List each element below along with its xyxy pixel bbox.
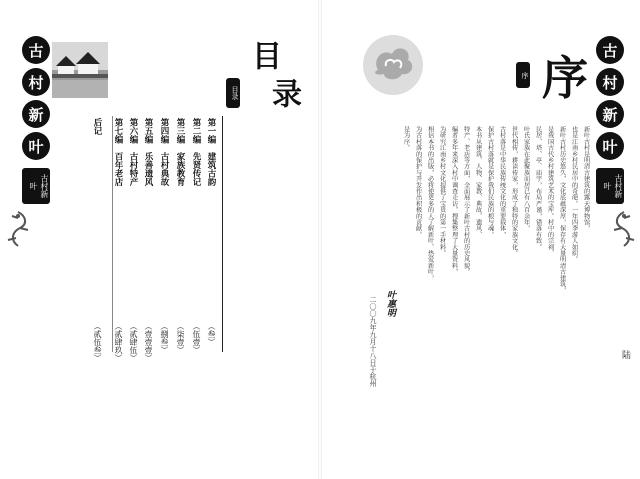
dragon-ornament-icon (610, 210, 638, 250)
toc-item-1[interactable]: 第一编 建筑古韵 (206, 118, 216, 186)
series-badge: 新 (596, 100, 624, 128)
preface-line: 是为序。 (402, 126, 410, 151)
preface-line: 为古村落的保护与开发作出积极的贡献。 (414, 126, 422, 238)
series-badge: 古 (22, 36, 50, 64)
toc-divider (222, 116, 223, 352)
preface-line: 叶氏家族在此聚族而居已有八百余年， (522, 126, 530, 232)
series-badge: 叶 (22, 132, 50, 160)
page-number: 陆 (622, 351, 632, 361)
preface-line: 相信本书的出版，必将使更多的人了解新叶、热爱新叶， (426, 126, 434, 281)
toc-item-8[interactable]: 后记 (92, 118, 102, 135)
toc-item-6[interactable]: 第六编 古村特产 (128, 118, 138, 186)
series-badge: 村 (22, 68, 50, 96)
preface-line: 编者多年来深入村中调查走访，搜集整理了大量资料， (450, 126, 458, 275)
series-badge: 村 (596, 68, 624, 96)
preface-line: 世代相传，耕读传家，形成了独特的家族文化。 (510, 126, 518, 257)
preface-line: 特产、老店等方面，全面展示了新叶古村的历史风貌。 (462, 126, 470, 275)
auspicious-cloud-icon (358, 30, 428, 100)
author-signature: 叶惠明 (385, 290, 395, 317)
toc-item-2[interactable]: 第二编 先贤传记 (191, 118, 201, 186)
toc-item-3[interactable]: 第三编 家族教育 (175, 118, 185, 186)
page-title-char: 目 (246, 40, 281, 70)
title-tag: 序 (516, 62, 530, 88)
toc-page-3: （柒壹） (176, 322, 185, 354)
preface-line: 民居、塔、亭、庙宇，布局严谨，错落有致。 (534, 126, 542, 250)
toc-page-7: （贰肆玖） (114, 322, 123, 362)
series-badge: 古 (596, 36, 624, 64)
village-landscape-image (52, 42, 108, 98)
preface-line: 本书从建筑、人物、家教、典故、遗风、 (474, 126, 482, 238)
dragon-ornament-icon (4, 210, 32, 250)
series-badge: 叶 (596, 132, 624, 160)
page-title: 序 (542, 51, 588, 105)
toc-page-1: （叁） (207, 322, 216, 346)
toc-item-7[interactable]: 第七编 百年老店 (113, 118, 123, 186)
right-page (320, 0, 640, 479)
preface-date: 二〇〇九年九月十八日于杭州 (369, 296, 377, 387)
preface-line: 是我国古代乡村建筑艺术的宝库。村中的宗祠、 (546, 126, 554, 257)
page-title-char: 录 (266, 78, 301, 108)
toc-page-8: （贰伍叁） (93, 322, 102, 362)
title-tag: 目录 (226, 78, 240, 108)
page-title (246, 40, 301, 108)
series-badge: 新 (22, 100, 50, 128)
toc-page-6: （贰肆伍） (129, 322, 138, 362)
toc-page-4: （捌叁） (160, 322, 169, 354)
preface-line: 为研究江南乡村文化提供了宝贵的第一手材料。 (438, 126, 446, 257)
toc-page-5: （壹壹壹） (144, 322, 153, 362)
toc-page-2: （伍壹） (192, 322, 201, 354)
preface-line: 新叶古村历史悠久，文化底蕴深厚，保存有大量明清古建筑， (558, 126, 566, 294)
preface-line: 古村落是中华民族传统文化的重要载体， (498, 126, 506, 238)
toc-item-5[interactable]: 第五编 乐善遗风 (143, 118, 153, 186)
toc-item-4[interactable]: 第四编 古村典故 (159, 118, 169, 186)
preface-line: 新叶古村是明清古建筑的露天博物馆， (582, 126, 590, 232)
publisher-seal: 古村新叶 (596, 168, 624, 204)
preface-line: 保护古村落就是保护我们民族的根与魂。 (486, 126, 494, 238)
preface-line: 也是江南乡村民居中的奇葩。一年四季游人如织。 (570, 126, 578, 263)
publisher-seal: 古村新叶 (22, 168, 50, 204)
